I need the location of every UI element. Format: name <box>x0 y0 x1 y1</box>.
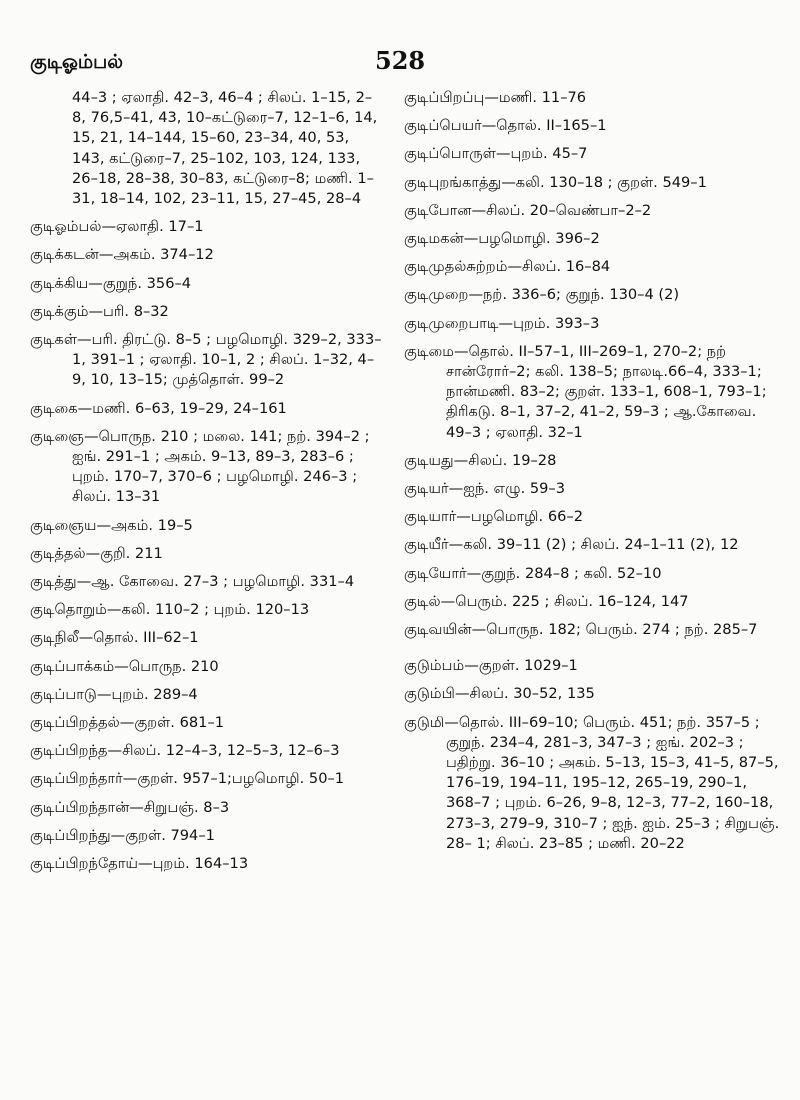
index-entry: குடிப்பிறந்து—குறள். 794–1 <box>30 826 215 844</box>
index-entry: குடும்பம்—குறள். 1029–1 <box>404 657 578 675</box>
running-head: குடிஓம்பல் <box>30 51 124 73</box>
index-entry: குடிப்பிறப்பு—மணி. 11–76 <box>404 89 587 106</box>
index-entry: குடிமுறைபாடி—புறம். 393–3 <box>404 314 600 332</box>
index-entry: குடிபோன—சிலப். 20–வெண்பா–2–2 <box>404 201 652 219</box>
index-entry: குடிக்கிய—குறுந். 356–4 <box>30 274 192 292</box>
index-entry: குடிப்பிறந்த—சிலப். 12–4–3, 12–5–3, 12–6–3 <box>30 742 340 760</box>
index-entry: குடித்தல்—குறி. 211 <box>30 544 163 562</box>
index-entry: குடிகள்—பரி. திரட்டு. 8–5 ; பழமொழி. 329–2, 333–1, 391–1 ; ஏலாதி. 10–1, 2 ; சிலப். 1–32, 4–9, 10, 13–15; முத்தொள். 99–2 <box>30 331 382 389</box>
index-entry: குடிவயின்—பொருந. 182; பெரும். 274 ; நற். 285–7 <box>404 621 758 639</box>
index-entry: குடும்பி—சிலப். 30–52, 135 <box>404 685 595 703</box>
index-column-left <box>30 88 382 882</box>
index-entry: குடிப்பிறத்தல்—குறள். 681–1 <box>30 714 225 732</box>
index-entry: குடிமை—தொல். II–57–1, III–269–1, 270–2; நற் சான்ரோர்–2; கலி. 138–5; நாலடி.66–4, 333–1; நான்மணி. 83–2; குறள். 133–1, 608–1, 793–1; திரிகடு. 8–1, 37–2, 41–2, 59–3 ; ஆ.கோவை. 49–3 ; ஏலாதி. 32–1 <box>404 342 767 441</box>
index-entry: குடிபுறங்காத்து—கலி. 130–18 ; குறள். 549–1 <box>404 173 707 191</box>
index-entry: குடிப்பாக்கம்—பொருந. 210 <box>30 657 219 675</box>
index-entry: குடிகை—மணி. 6–63, 19–29, 24–161 <box>30 399 287 417</box>
index-column-right <box>404 88 782 862</box>
index-entry: குடிமுதல்சுற்றம்—சிலப். 16–84 <box>404 258 611 276</box>
index-entry: குடுமி—தொல். III–69–10; பெரும். 451; நற். 357–5 ; குறுந். 234–4, 281–3, 347–3 ; ஐங். 202–3 ; பதிற்று. 36–10 ; அகம். 5–13, 15–3, 41–5, 87–5, 176–19, 194–11, 195–12, 265–19, 290–1, 368–7 ; புறம். 6–26, 9–8, 12–3, 77–2, 160–18, 273–3, 279–9, 310–7 ; ஐந். ஐம். 25–3 ; சிறுபஞ். 28– 1; சிலப். 23–85 ; மணி. 20–22 <box>404 713 780 852</box>
index-entry: குடிமுறை—நற். 336–6; குறுந். 130–4 (2) <box>404 286 680 304</box>
index-entry: குடில்—பெரும். 225 ; சிலப். 16–124, 147 <box>404 592 689 610</box>
index-entry: குடிதொறும்—கலி. 110–2 ; புறம். 120–13 <box>30 601 310 619</box>
index-entry: குடிப்பெயர்—தொல். II–165–1 <box>404 117 607 135</box>
index-entry: குடிப்பிறந்தான்—சிறுபஞ். 8–3 <box>30 798 230 816</box>
index-entry: குடியர்—ஐந். எழு. 59–3 <box>404 480 565 498</box>
index-entry: குடிநிலீ—தொல். III–62–1 <box>30 629 199 647</box>
index-entry: குடிக்கடன்—அகம். 374–12 <box>30 246 214 264</box>
index-entry-continuation: 44–3 ; ஏலாதி. 42–3, 46–4 ; சிலப். 1–15, 2–8, 76,5–41, 43, 10–கட்டுரை–7, 12–1–6, 14, 15, 21, 14–144, 15–60, 23–34, 40, 53, 143, கட்டுரை–7, 25–102, 103, 124, 133, 26–18, 28–38, 30–83, கட்டுரை–8; மணி. 1–31, 18–14, 102, 23–11, 15, 27–45, 28–4 <box>72 89 378 208</box>
index-entry: குடிமகன்—பழமொழி. 396–2 <box>404 230 600 248</box>
index-entry: குடிஞை—பொருந. 210 ; மலை. 141; நற். 394–2 ; ஐங். 291–1 ; அகம். 9–13, 89–3, 283–6 ; புறம். 170–7, 370–6 ; பழமொழி. 246–3 ; சிலப். 13–31 <box>30 427 370 506</box>
index-entry: குடியோர்—குறுந். 284–8 ; கலி. 52–10 <box>404 564 662 582</box>
index-entry: குடிப்பொருள்—புறம். 45–7 <box>404 145 588 163</box>
index-entry: குடிஞைய—அகம். 19–5 <box>30 516 193 534</box>
page-header <box>0 46 800 86</box>
index-entry: குடியது—சிலப். 19–28 <box>404 451 557 469</box>
index-entry: குடியீர்—கலி. 39–11 (2) ; சிலப். 24–1–11 (2), 12 <box>404 536 739 554</box>
index-entry: குடியார்—பழமொழி. 66–2 <box>404 508 583 526</box>
index-entry: குடிக்கும்—பரி. 8–32 <box>30 302 169 320</box>
index-entry: குடிப்பாடு—புறம். 289–4 <box>30 685 198 703</box>
index-entry: குடிப்பிறந்தோய்—புறம். 164–13 <box>30 855 249 873</box>
index-entry: குடிப்பிறந்தார்—குறள். 957–1;பழமொழி. 50–1 <box>30 770 345 788</box>
page-number: 528 <box>375 46 426 75</box>
index-entry: குடித்து—ஆ. கோவை. 27–3 ; பழமொழி. 331–4 <box>30 573 355 591</box>
index-entry: குடிஓம்பல்—ஏலாதி. 17–1 <box>30 218 204 236</box>
